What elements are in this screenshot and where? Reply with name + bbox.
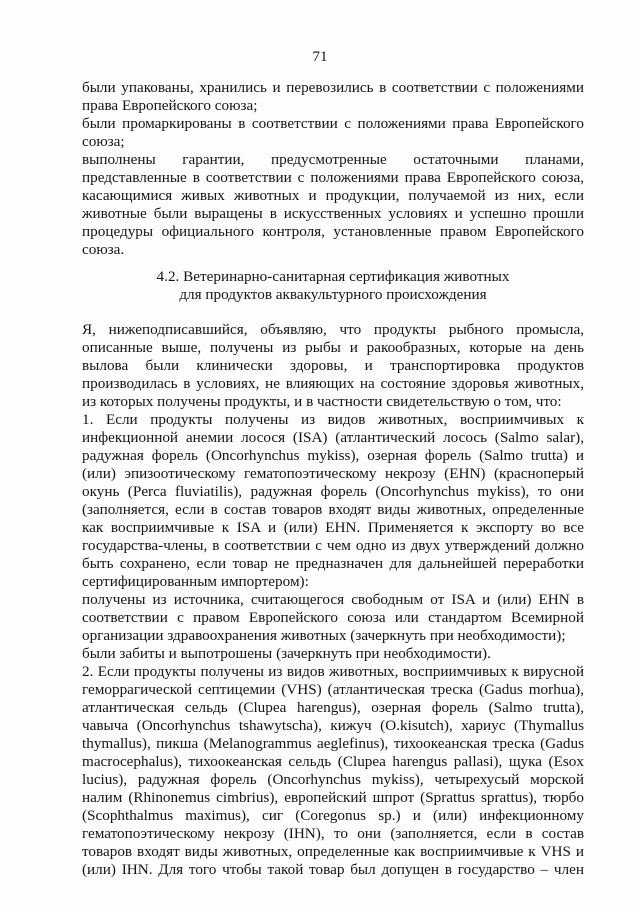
text-line: животные были выращены в искусственных условиях и успешно прошли	[82, 205, 584, 222]
text-line: (заполняется, если в состав товаров входят виды животных, определенные	[82, 501, 584, 518]
text-line: (Scophthalmus maximus), сиг (Coregonus sp.) и (или) инфекционному	[82, 807, 584, 824]
page-number: 71	[312, 48, 328, 65]
text-line: из которых получены продукты, и в частности свидетельствую о том, что:	[82, 393, 562, 410]
section-heading	[82, 268, 584, 304]
text-line: союза.	[82, 241, 125, 258]
text-line: thymallus), пикша (Melanogrammus aeglefinus), тихоокеанская треска (Gadus	[82, 735, 584, 752]
text-line: чавыча (Oncorhynchus tshawytscha), кижуч (O.kisutch), хариус (Thymallus	[82, 717, 584, 734]
text-line: товаров входят виды животных, определенные как восприимчивые к VHS и	[82, 843, 584, 860]
text-line: были забиты и выпотрошены (зачеркнуть при необходимости).	[82, 645, 491, 662]
heading-line: для продуктов аквакультурного происхождения	[179, 286, 487, 303]
text-line: геморрагической септицемии (VHS) (атлантическая треска (Gadus morhua),	[82, 681, 584, 698]
text-line: вылова были клинически здоровы, и транспортировка продуктов	[82, 357, 584, 374]
paragraph-declaration	[82, 321, 584, 879]
text-line: соответствии с правом Европейского союза или стандартом Всемирной	[82, 609, 584, 626]
heading-line: 4.2. Ветеринарно-санитарная сертификация животных	[156, 268, 510, 285]
text-line: производилась в условиях, не влияющих на состояние здоровья животных,	[82, 375, 584, 392]
text-line: lucius), радужная форель (Oncorhynchus mykiss), четырехусый морской	[82, 771, 584, 788]
text-line: государства-члены, в соответствии с чем одно из двух утверждений должно	[82, 537, 584, 554]
text-line: были промаркированы в соответствии с положениями права Европейского	[82, 115, 584, 132]
text-line: гематопоэтическому некрозу (IHN), то они (заполняется, если в состав	[82, 825, 584, 842]
text-line: описанные выше, получены из рыбы и ракообразных, которые на день	[82, 339, 584, 356]
text-line: атлантическая сельдь (Clupea harengus), озерная форель (Salmo trutta),	[82, 699, 584, 716]
text-line: выполнены гарантии, предусмотренные остаточными планами,	[82, 151, 584, 168]
text-line: были упакованы, хранились и перевозились в соответствии с положениями	[82, 79, 584, 96]
text-line: процедуры официального контроля, установленные правом Европейского	[82, 223, 584, 240]
text-line: союза;	[82, 133, 125, 150]
text-line: налим (Rhinonemus cimbrius), европейский шпрот (Sprattus sprattus), тюрбо	[82, 789, 584, 806]
text-line: (или) эпизоотическому гематопоэтическому некрозу (EHN) (красноперый	[82, 465, 584, 482]
text-line: macrocephalus), тихоокеанская сельдь (Clupea harengus pallasi), щука (Esox	[82, 753, 584, 770]
text-line: как восприимчивые к ISA и (или) EHN. Применяется к экспорту во все	[82, 519, 584, 536]
text-line: окунь (Perca fluviatilis), радужная форель (Oncorhynchus mykiss), то они	[82, 483, 584, 500]
text-line: 2. Если продукты получены из видов животных, восприимчивых к вирусной	[82, 663, 584, 680]
text-line: права Европейского союза;	[82, 97, 258, 114]
text-line: (или) IHN. Для того чтобы такой товар был допущен в государство – член	[82, 861, 584, 878]
paragraph-conditions	[82, 79, 584, 259]
text-line: быть сохранено, если товар не предназначен для дальнейшей переработки	[82, 555, 584, 572]
text-line: Я, нижеподписавшийся, объявляю, что продукты рыбного промысла,	[82, 321, 584, 338]
text-line: сертифицированным импортером):	[82, 573, 309, 590]
text-line: инфекционной анемии лосося (ISA) (атлантический лосось (Salmo salar),	[82, 429, 584, 446]
text-line: радужная форель (Oncorhynchus mykiss), озерная форель (Salmo trutta) и	[82, 447, 584, 464]
text-line: организации здравоохранения животных (зачеркнуть при необходимости);	[82, 627, 566, 644]
text-line: представленные в соответствии с положениями права Европейского союза,	[82, 169, 584, 186]
text-line: касающимися живых животных и продукции, получаемой из них, если	[82, 187, 584, 204]
text-line: получены из источника, считающегося свободным от ISA и (или) EHN в	[82, 591, 584, 608]
text-line: 1. Если продукты получены из видов животных, восприимчивых к	[82, 411, 584, 428]
